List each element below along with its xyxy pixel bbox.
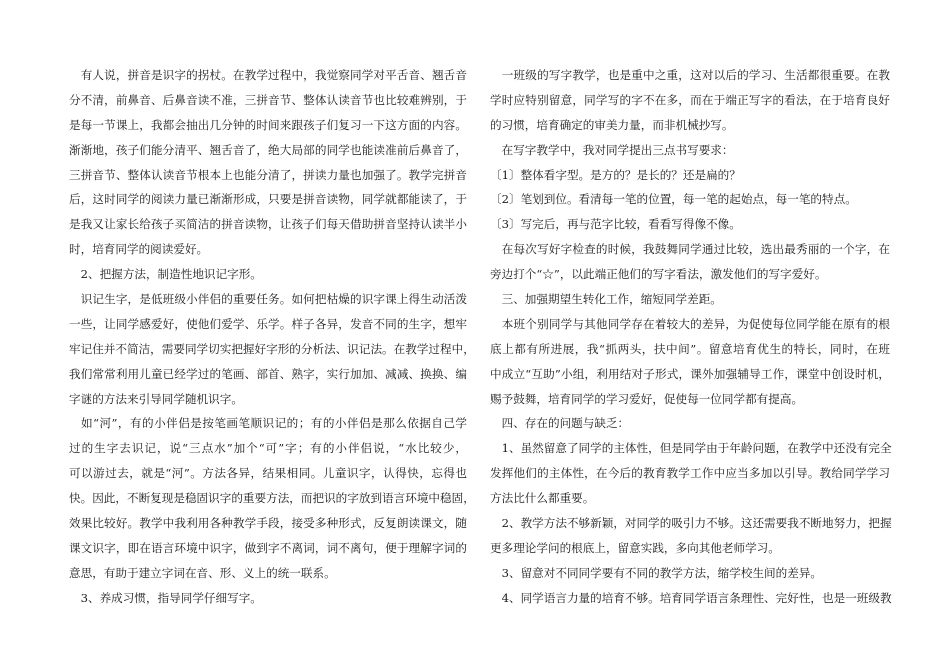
text-line: 可以游过去，就是“河”。方法各异，结果相同。儿童识字，认得快，忘得也 xyxy=(69,466,467,481)
text-line: 学时应特别留意，同学写的字不在多，而在于端正写字的看法，在于培育良好 xyxy=(490,92,890,107)
text-line: 识记生字，是低班级小伴侣的重要任务。如何把枯燥的识字课上得生动活泼 xyxy=(69,292,467,307)
text-line: 4、同学语言力量的培育不够。培育同学语言条理性、完好性，也是一班级教 xyxy=(490,590,892,605)
text-line: 发挥他们的主体性，在今后的教育教学工作中应当多加以引导。教给同学学习 xyxy=(490,466,890,481)
text-line: 渐渐地，孩子们能分清平、翘舌音了，绝大局部的同学也能读准前后鼻音了， xyxy=(69,142,467,157)
text-line: 2、把握方法，制造性地识记字形。 xyxy=(69,267,262,282)
text-line: 我们常常利用儿童已经学过的笔画、部首、熟字，实行加加、减减、换换、编 xyxy=(69,366,467,381)
text-line: 效果比较好。教学中我利用各种教学手段，接受多种形式，反复朗读课文，随 xyxy=(69,516,467,531)
text-line: 旁边打个“☆”，以此端正他们的写字看法，激发他们的写字爱好。 xyxy=(490,267,827,282)
right-column xyxy=(490,63,890,611)
text-line: 后，这时同学的阅读力量已渐渐形成，只要是拼音读物，同学就都能读了，于 xyxy=(69,192,467,207)
text-line: 〔3〕写完后，再与范字比较，看看写得像不像。 xyxy=(490,217,741,232)
text-line: 如“河”，有的小伴侣是按笔画笔顺识记的；有的小伴侣是那么依据自己学 xyxy=(69,416,467,431)
text-line: 更多理论学问的根底上，留意实践，多向其他老师学习。 xyxy=(490,540,780,555)
text-line: 字谜的方法来引导同学随机识字。 xyxy=(69,391,243,406)
text-line: 有人说，拼音是识字的拐杖。在教学过程中，我觉察同学对平舌音、翘舌音 xyxy=(69,68,467,82)
left-column xyxy=(69,63,475,611)
text-line: 牢记住并不简洁，需要同学切实把握好字形的分析法、识记法。在教学过程中， xyxy=(69,341,475,356)
text-line: 四、存在的问题与缺乏： xyxy=(490,416,630,431)
text-line: 2、教学方法不够新颖，对同学的吸引力不够。这还需要我不断地努力，把握 xyxy=(490,516,892,531)
text-line: 意思，有助于建立字词在音、形、义上的统一联系。 xyxy=(69,565,336,580)
text-line: 在每次写好字检查的时候，我鼓舞同学通过比较，选出最秀丽的一个字，在 xyxy=(490,242,890,257)
text-line: 方法比什么都重要。 xyxy=(490,491,595,506)
text-line: 的习惯，培育确定的审美力量，而非机械抄写。 xyxy=(490,117,734,132)
text-line: 一些，让同学感爱好，使他们爱学、乐学。样子各异，发音不同的生字，想牢 xyxy=(69,316,467,331)
text-line: 〔2〕笔划到位。看清每一笔的位置，每一笔的起始点，每一笔的特点。 xyxy=(490,192,857,207)
text-line: 过的生字去识记，说“三点水”加个“可”字；有的小伴侣说，“水比较少， xyxy=(69,441,467,456)
text-line: 本班个别同学与其他同学存在着较大的差异，为促使每位同学能在原有的根 xyxy=(490,316,890,331)
text-line: 1、虽然留意了同学的主体性，但是同学由于年龄问题，在教学中还没有完全 xyxy=(490,441,892,456)
text-line: 中成立“互助”小组，利用结对子形式，课外加强辅导工作，课堂中创设时机， xyxy=(490,366,890,381)
text-line: 是每一节课上，我都会抽出几分钟的时间来跟孩子们复习一下这方面的内容。 xyxy=(69,117,467,132)
text-line: 分不清，前鼻音、后鼻音读不准，三拼音节、整体认读音节也比较难辨别，于 xyxy=(69,92,467,107)
text-line: 课文识字，即在语言环境中识字，做到字不离词，词不离句，便于理解字词的 xyxy=(69,540,467,555)
text-line: 是我又让家长给孩子买简洁的拼音读物，让孩子们每天借助拼音坚持认读半小 xyxy=(69,217,467,232)
text-line: 时，培育同学的阅读爱好。 xyxy=(69,242,209,257)
text-line: 〔1〕整体看字型。是方的？是长的？还是扁的？ xyxy=(490,167,741,182)
text-line: 赐予鼓舞，培育同学的学习爱好，促使每一位同学都有提高。 xyxy=(490,391,804,406)
text-line: 底上都有所进展，我“抓两头，扶中间”。留意培育优生的特长，同时，在班 xyxy=(490,341,890,356)
text-line: 三、加强期望生转化工作，缩短同学差距。 xyxy=(490,292,722,307)
text-line: 在写字教学中，我对同学提出三点书写要求： xyxy=(490,142,734,157)
text-line: 三拼音节、整体认读音节根本上也能分清了，拼读力量也加强了。教学完拼音 xyxy=(69,167,467,182)
text-line: 快。因此，不断复现是稳固识字的重要方法，而把识的字放到语言环境中稳固， xyxy=(69,491,475,506)
text-line: 3、留意对不同同学要有不同的教学方法，缩学校生间的差异。 xyxy=(490,565,823,580)
text-line: 3、养成习惯，指导同学仔细写字。 xyxy=(69,590,262,605)
text-line: 一班级的写字教学，也是重中之重，这对以后的学习、生活都很重要。在教 xyxy=(490,68,890,82)
